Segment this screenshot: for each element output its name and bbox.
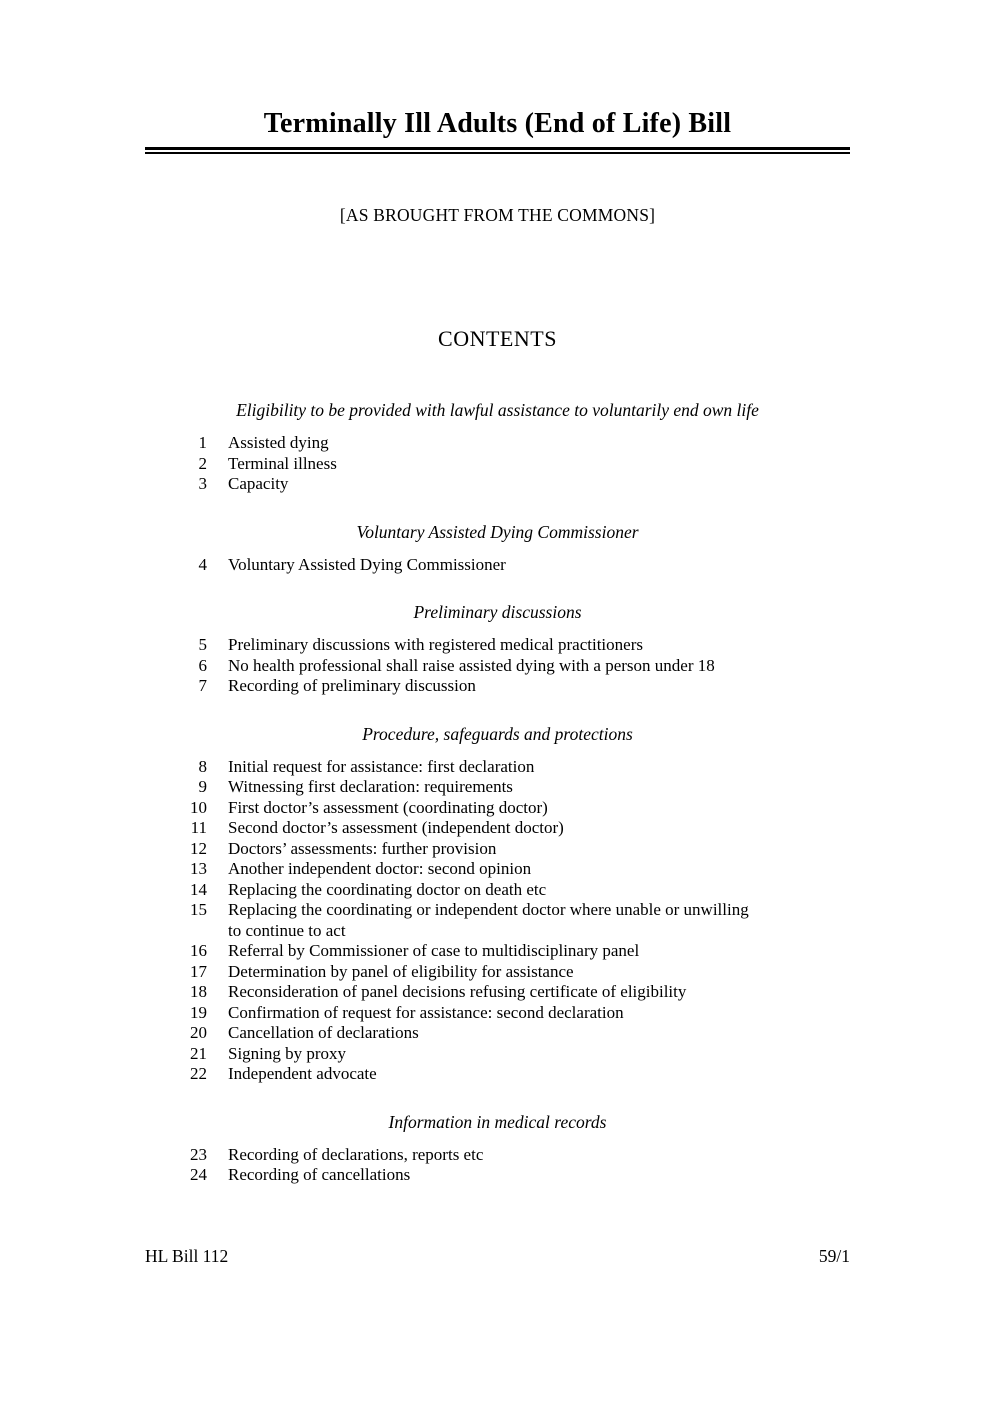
item-number: 4: [198, 554, 207, 574]
toc-item: [145, 818, 850, 839]
item-label: Voluntary Assisted Dying Commissioner: [228, 554, 506, 574]
contents-heading: CONTENTS: [438, 326, 557, 351]
item-label: Confirmation of request for assistance: second declaration: [228, 1002, 624, 1022]
section-heading: Eligibility to be provided with lawful assistance to voluntarily end own life: [236, 400, 759, 420]
item-label: Another independent doctor: second opinion: [228, 859, 532, 878]
item-label: Initial request for assistance: first declaration: [228, 756, 535, 776]
item-number: 7: [198, 676, 207, 695]
section-items: [145, 635, 850, 697]
toc-item: [145, 454, 850, 475]
page-footer: [145, 1245, 850, 1267]
item-number: 19: [190, 1002, 207, 1022]
toc-item: [145, 656, 850, 677]
item-number: 24: [190, 1165, 207, 1184]
toc-item: [145, 962, 850, 983]
toc-item: [145, 676, 850, 697]
section-heading: Information in medical records: [388, 1111, 607, 1132]
item-number: 8: [198, 756, 207, 776]
toc-item: [145, 1003, 850, 1024]
item-label: Preliminary discussions with registered medical practitioners: [228, 635, 643, 654]
item-label: No health professional shall raise assisted dying with a person under 18: [228, 655, 715, 675]
item-number: 11: [190, 818, 207, 837]
toc-item: [145, 1145, 850, 1166]
item-label: Second doctor’s assessment (independent doctor): [228, 818, 564, 837]
content-area: [145, 0, 850, 1186]
toc-item: [145, 555, 850, 576]
item-label: Reconsideration of panel decisions refusing certificate of eligibility: [228, 982, 687, 1001]
item-number: 15: [190, 900, 207, 919]
toc-item: [145, 982, 850, 1003]
footer-bill-number: HL Bill 112: [145, 1246, 229, 1266]
item-number: 16: [190, 941, 207, 960]
section-heading: Voluntary Assisted Dying Commissioner: [356, 521, 639, 542]
item-number: 3: [198, 474, 207, 493]
section-items: [145, 1145, 850, 1186]
item-label: Recording of cancellations: [228, 1165, 411, 1184]
item-number: 12: [190, 838, 207, 858]
item-label: Replacing the coordinating doctor on death etc: [228, 879, 547, 899]
toc-item: [145, 859, 850, 880]
toc-item: [145, 941, 850, 962]
contents-list: [145, 399, 850, 1186]
toc-item: [145, 777, 850, 798]
toc-item: [145, 757, 850, 778]
contents-section: [145, 521, 850, 576]
item-number: 1: [198, 433, 207, 452]
item-number: 22: [190, 1064, 207, 1083]
section-items: [145, 433, 850, 495]
item-number: 5: [198, 635, 207, 654]
item-label: Referral by Commissioner of case to multidisciplinary panel: [228, 941, 640, 960]
toc-item: [145, 1023, 850, 1044]
section-items: [145, 555, 850, 576]
contents-section: [145, 601, 850, 697]
item-number: 6: [198, 655, 207, 675]
item-label: Witnessing first declaration: requirements: [228, 777, 513, 796]
item-number: 23: [190, 1144, 207, 1164]
item-number: 14: [190, 879, 207, 899]
contents-section: [145, 399, 850, 495]
item-label: Independent advocate: [228, 1064, 377, 1083]
item-label: Recording of declarations, reports etc: [228, 1144, 484, 1164]
item-number: 18: [190, 982, 207, 1001]
section-items: [145, 757, 850, 1085]
item-label: Signing by proxy: [228, 1043, 347, 1063]
title-double-rule: [145, 147, 850, 154]
item-number: 10: [190, 797, 207, 817]
item-label: Replacing the coordinating or independent doctor where unable or unwilling to continue to act: [228, 900, 749, 940]
toc-item: [145, 635, 850, 656]
bill-title: Terminally Ill Adults (End of Life) Bill: [263, 108, 732, 139]
item-number: 2: [198, 453, 207, 473]
section-heading: Procedure, safeguards and protections: [362, 723, 633, 744]
toc-item: [145, 798, 850, 819]
item-label-continuation: to continue to act: [228, 920, 346, 940]
toc-item: [145, 433, 850, 454]
toc-item: [145, 839, 850, 860]
toc-item: [145, 474, 850, 495]
section-heading: Preliminary discussions: [413, 602, 582, 622]
item-label: Cancellation of declarations: [228, 1023, 419, 1042]
item-label: Terminal illness: [228, 453, 337, 473]
item-label: First doctor’s assessment (coordinating doctor): [228, 797, 548, 817]
toc-item: [145, 1165, 850, 1186]
item-label: Capacity: [228, 474, 289, 493]
item-label: Determination by panel of eligibility for assistance: [228, 961, 574, 981]
item-label: Assisted dying: [228, 433, 329, 452]
toc-item: [145, 900, 850, 941]
contents-section: [145, 723, 850, 1085]
footer-session-number: 59/1: [818, 1246, 850, 1266]
item-number: 9: [198, 777, 207, 796]
bill-subtitle: [AS BROUGHT FROM THE COMMONS]: [339, 205, 656, 225]
item-number: 21: [190, 1043, 207, 1063]
toc-item: [145, 1044, 850, 1065]
item-label: Doctors’ assessments: further provision: [228, 838, 497, 858]
item-number: 17: [190, 961, 207, 981]
item-number: 13: [190, 859, 207, 878]
contents-section: [145, 1111, 850, 1186]
toc-item: [145, 1064, 850, 1085]
toc-item: [145, 880, 850, 901]
item-number: 20: [190, 1023, 207, 1042]
item-label: Recording of preliminary discussion: [228, 676, 476, 695]
